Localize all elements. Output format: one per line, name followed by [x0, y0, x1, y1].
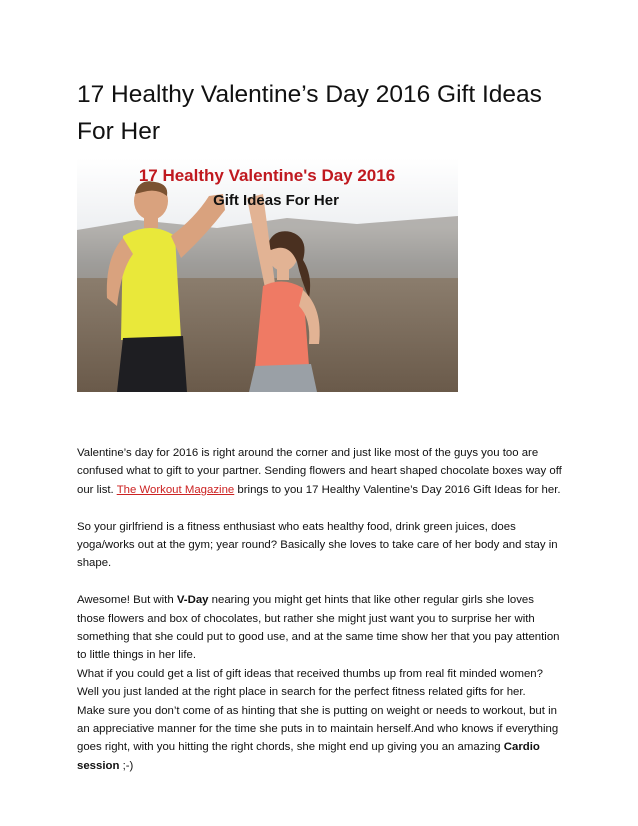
awesome-text: Awesome! But with	[77, 594, 177, 607]
intro-text-end: brings to you 17 Healthy Valentine’s Day 2016 Gift Ideas for her.	[234, 483, 561, 496]
intro-text: Valentine’s day for 2016 is right around the corner and just like most of the guys you too are confused what to gift to your partner. Sending flowers and heart shaped chocolate boxes way off our list.	[77, 447, 562, 496]
banner-line1: 17 Healthy Valentine's Day 2016	[138, 166, 396, 185]
cardio-bold: Cardio session	[77, 741, 540, 772]
vday-bold: V-Day	[176, 594, 209, 607]
makesure-text: Make sure you don’t come of as hinting that she is putting on weight or needs to workout, but in an appreciative manner for the time she puts in to maintain herself.And who knows if everything goes right, with you hitting the right chords, she might end up giving you an amazing	[77, 704, 559, 754]
article-body	[77, 444, 563, 775]
paragraph-fitness: So your girlfriend is a fitness enthusiast who eats healthy food, drink green juices, does yoga/works out at the gym; year round? Basically she loves to take care of her body and stay in shape.	[77, 520, 558, 570]
awesome-text-end: nearing you might get hints that like other regular girls she loves those flowers and box of chocolates, but rather she might just want you to surprise her with something that she could put to good use, and at the same time show her that you pay attention to little things in her life.	[77, 594, 560, 662]
article-title: 17 Healthy Valentine’s Day 2016 Gift Ideas For Her	[77, 81, 542, 145]
paragraph-intro	[77, 444, 563, 499]
banner-line2: Gift Ideas For Her	[213, 192, 339, 209]
paragraph-makesure	[77, 702, 563, 776]
paragraph-welljust: Well you just landed at the right place in search for the perfect fitness related gifts for her.	[77, 686, 526, 699]
paragraph-whatif: What if you could get a list of gift ideas that received thumbs up from real fit minded women?	[77, 667, 543, 680]
hero-image	[77, 158, 458, 392]
makesure-text-end: ;-)	[119, 759, 134, 772]
workout-magazine-link[interactable]: The Workout Magazine	[116, 483, 235, 496]
paragraph-awesome	[77, 591, 563, 665]
